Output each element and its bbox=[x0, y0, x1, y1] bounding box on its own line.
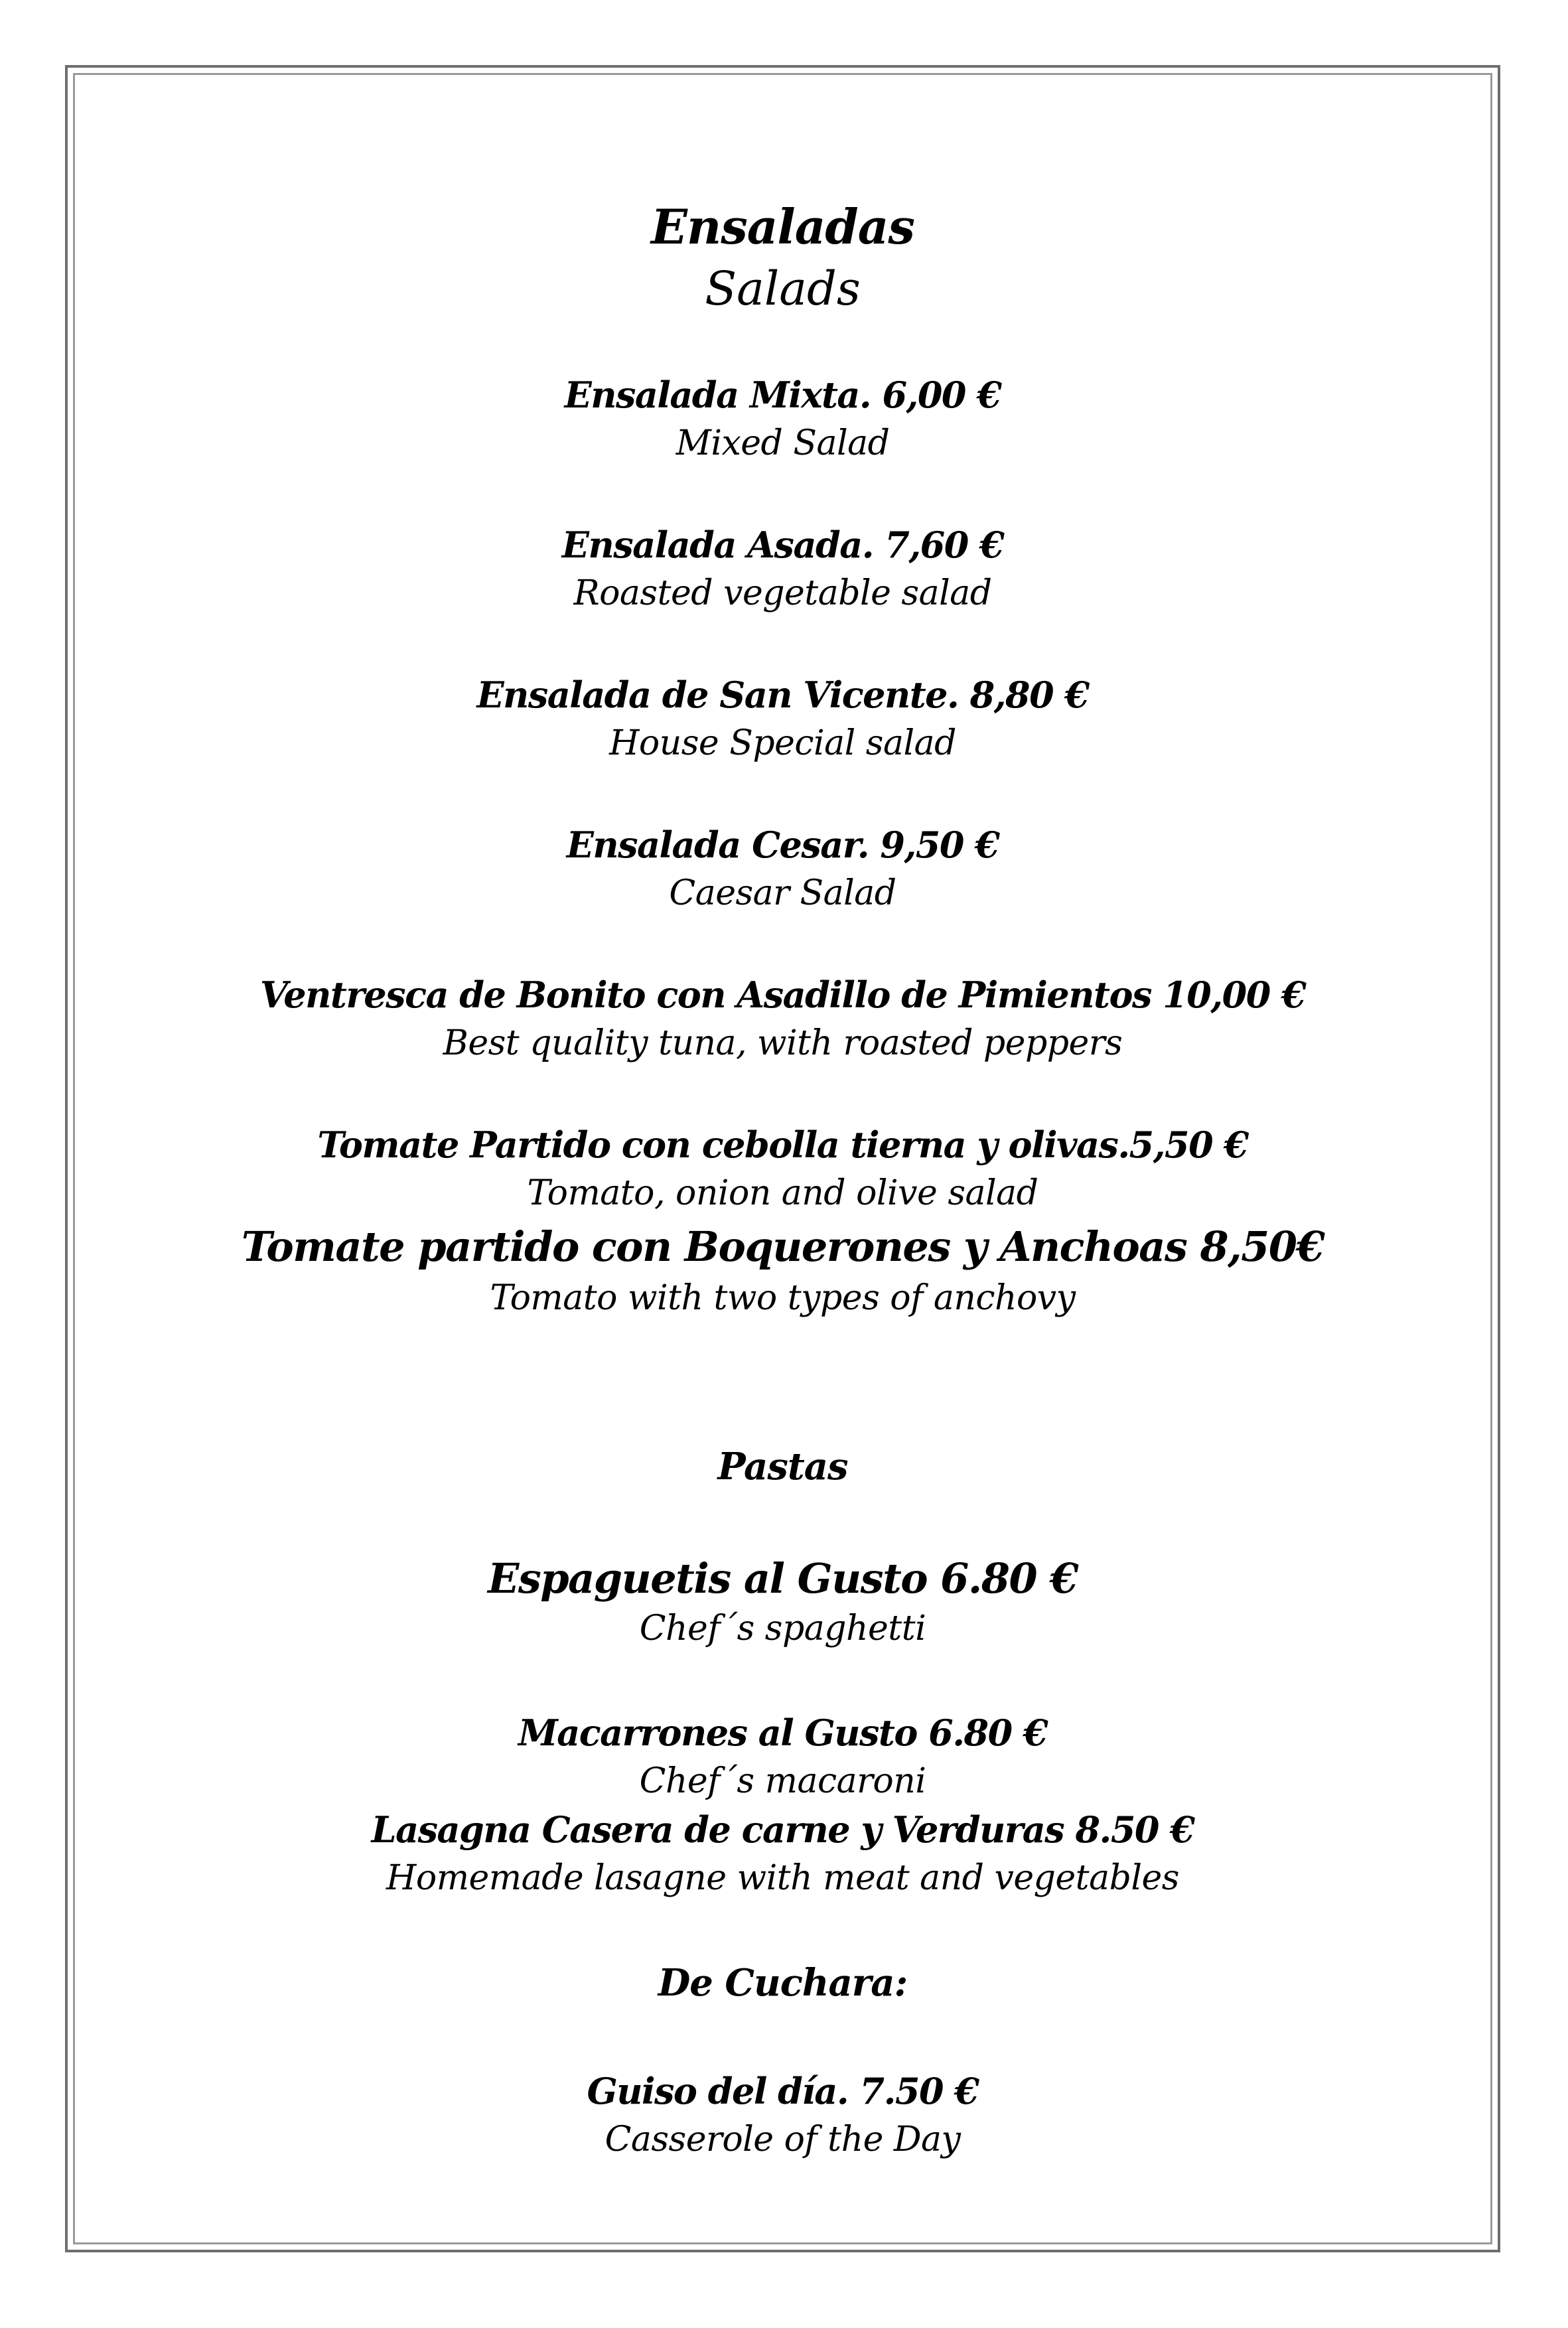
dish-description: Homemade lasagne with meat and vegetables bbox=[386, 1858, 1179, 1898]
dish-name: Ensalada Mixta. 6,00 € bbox=[564, 374, 1001, 416]
section-subtitle-salads: Salads bbox=[705, 261, 861, 316]
dish-name: Ensalada de San Vicente. 8,80 € bbox=[476, 674, 1089, 716]
dish-name: Ventresca de Bonito con Asadillo de Pimientos 10,00 € bbox=[259, 974, 1306, 1016]
dish-description: Casserole of the Day bbox=[605, 2120, 961, 2159]
dish-name: Lasagna Casera de carne y Verduras 8.50 € bbox=[371, 1808, 1194, 1851]
dish-description: Mixed Salad bbox=[676, 423, 890, 463]
dish-name: Macarrones al Gusto 6.80 € bbox=[518, 1711, 1048, 1754]
section-title-de-cuchara: De Cuchara: bbox=[658, 1961, 908, 2005]
section-title-ensaladas: Ensaladas bbox=[651, 198, 914, 255]
dish-description: Roasted vegetable salad bbox=[573, 573, 992, 613]
dish-description: Caesar Salad bbox=[669, 873, 896, 913]
dish-name: Tomate partido con Boquerones y Anchoas 8,50€ bbox=[241, 1222, 1324, 1271]
dish-name: Ensalada Cesar. 9,50 € bbox=[566, 824, 999, 866]
dish-description: Tomato, onion and olive salad bbox=[527, 1173, 1038, 1213]
dish-name: Guiso del día. 7.50 € bbox=[587, 2070, 979, 2112]
section-title-pastas: Pastas bbox=[717, 1445, 848, 1489]
dish-description: Tomato with two types of anchovy bbox=[490, 1278, 1076, 1318]
dish-description: House Special salad bbox=[609, 723, 956, 763]
dish-description: Chef´s macaroni bbox=[639, 1761, 926, 1801]
dish-name: Ensalada Asada. 7,60 € bbox=[561, 524, 1004, 566]
dish-name: Espaguetis al Gusto 6.80 € bbox=[488, 1554, 1078, 1603]
dish-description: Chef´s spaghetti bbox=[639, 1609, 926, 1648]
dish-name: Tomate Partido con cebolla tierna y olivas.5,50 € bbox=[317, 1124, 1248, 1166]
dish-description: Best quality tuna, with roasted peppers bbox=[443, 1023, 1123, 1063]
